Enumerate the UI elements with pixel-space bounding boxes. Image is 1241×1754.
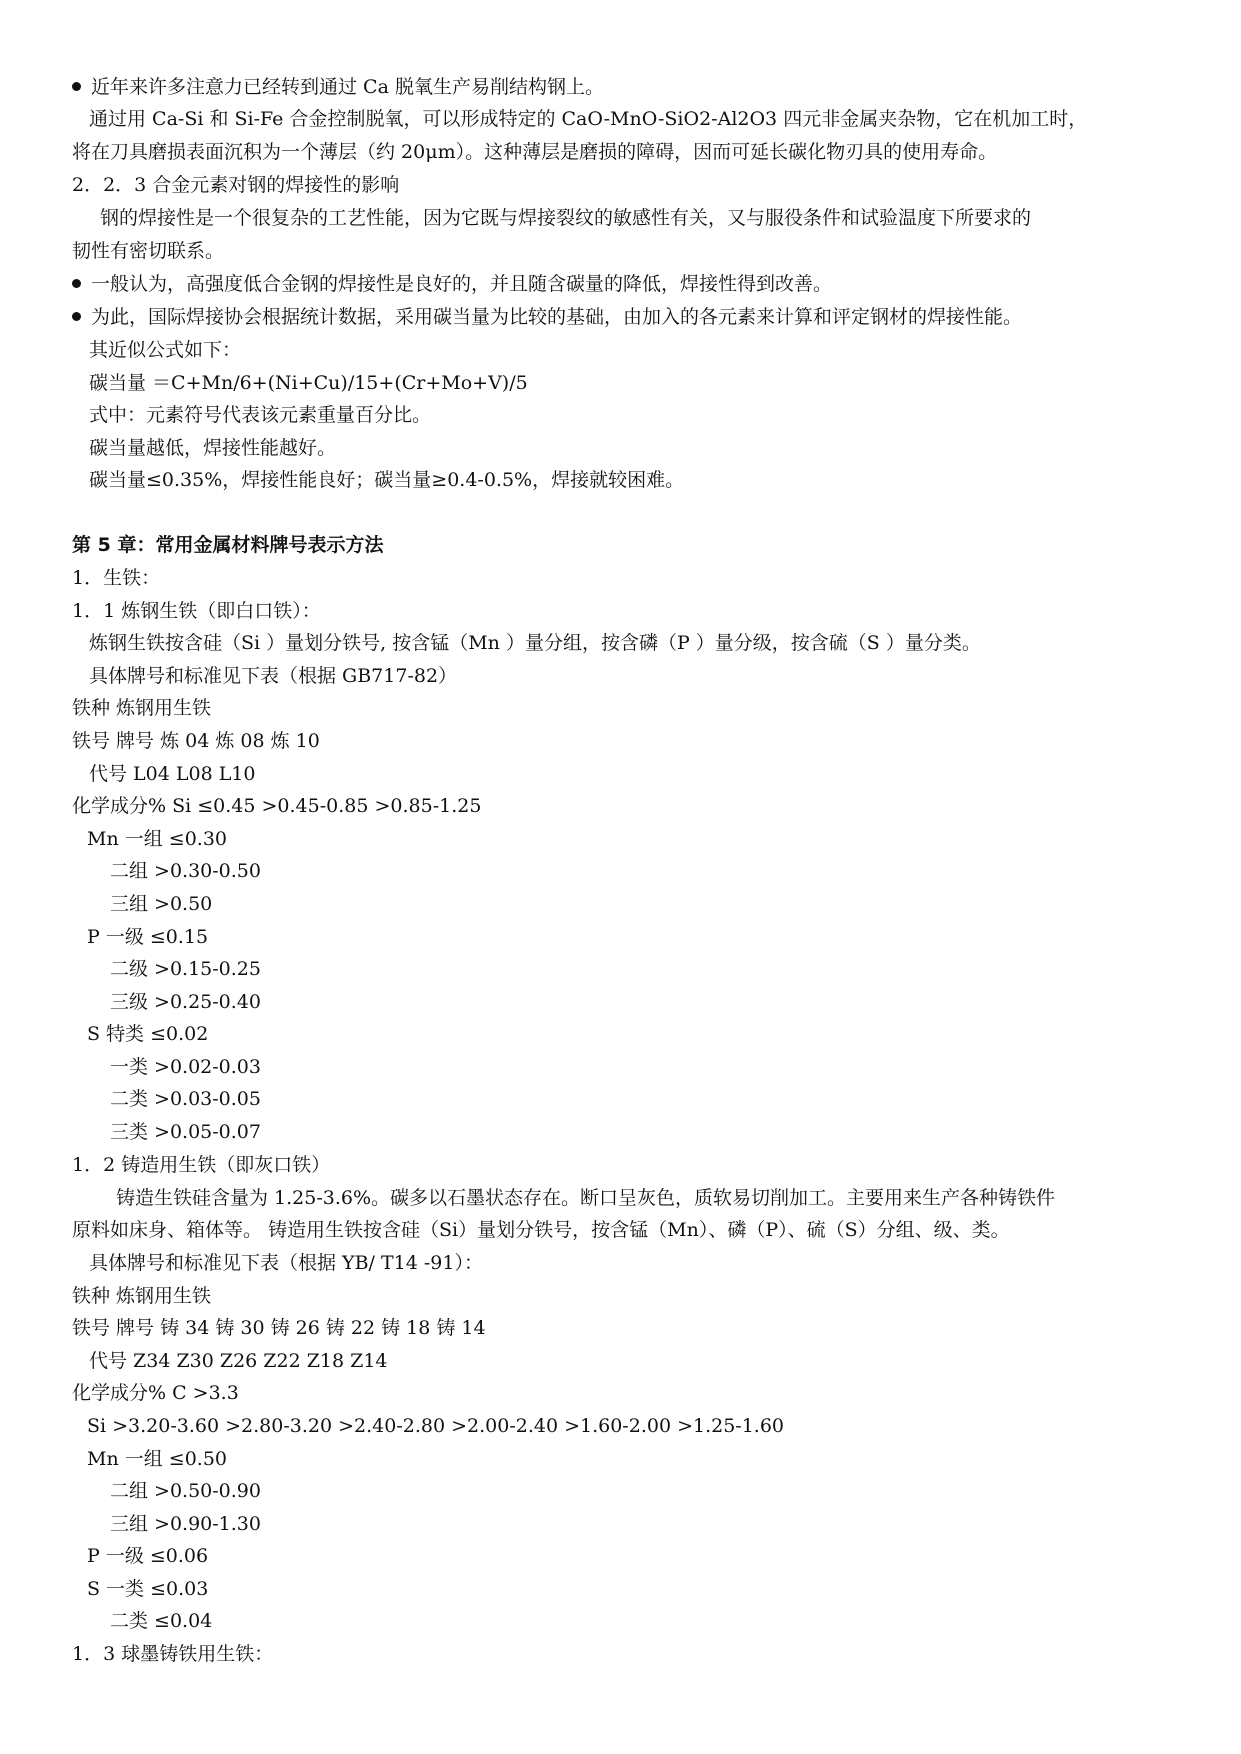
table-line: 二组 >0.50-0.90: [110, 1480, 261, 1502]
table-line: 二级 >0.15-0.25: [110, 958, 261, 980]
table-line: S 一类 ≤0.03: [87, 1578, 209, 1600]
table-line: 铁种 炼钢用生铁: [72, 697, 212, 719]
bullet-icon: [72, 312, 81, 321]
paragraph-line: 原料如床身、箱体等。 铸造用生铁按含硅（Si）量划分铁号，按含锰（Mn）、磷（P）、硫（S）分组、级、类。: [72, 1219, 1010, 1241]
bullet-icon: [72, 279, 81, 288]
table-line: 三类 >0.05-0.07: [110, 1121, 261, 1143]
paragraph-line: 将在刀具磨损表面沉积为一个薄层（约 20μm）。这种薄层是磨损的障碍，因而可延长碳化物刃具的使用寿命。: [72, 141, 998, 163]
paragraph-line: 具体牌号和标准见下表（根据 GB717-82）: [89, 665, 458, 687]
table-line: 三级 >0.25-0.40: [110, 991, 261, 1013]
table-line: 化学成分% C >3.3: [72, 1382, 239, 1404]
table-line: 三组 >0.90-1.30: [110, 1513, 261, 1535]
paragraph-line: 韧性有密切联系。: [72, 240, 225, 262]
bullet-paragraph: 一般认为，高强度低合金钢的焊接性是良好的，并且随含碳量的降低，焊接性得到改善。: [72, 271, 832, 297]
paragraph-line: 通过用 Ca-Si 和 Si-Fe 合金控制脱氧，可以形成特定的 CaO-MnO-SiO2-Al2O3 四元非金属夹杂物，它在机加工时，: [89, 108, 1088, 130]
table-line: P 一级 ≤0.15: [87, 926, 209, 948]
table-line: 代号 L04 L08 L10: [89, 763, 256, 785]
paragraph-line: 式中：元素符号代表该元素重量百分比。: [89, 404, 432, 426]
table-line: 二类 >0.03-0.05: [110, 1088, 261, 1110]
table-line: 一类 >0.02-0.03: [110, 1056, 261, 1078]
bullet-icon: [72, 82, 81, 91]
section-heading: 2．2．3 合金元素对钢的焊接性的影响: [72, 174, 400, 196]
table-line: 铁号 牌号 铸 34 铸 30 铸 26 铸 22 铸 18 铸 14: [72, 1317, 486, 1339]
section-heading: 1．3 球墨铸铁用生铁：: [72, 1643, 274, 1665]
table-line: 三组 >0.50: [110, 893, 213, 915]
bullet-paragraph: 为此，国际焊接协会根据统计数据，采用碳当量为比较的基础，由加入的各元素来计算和评定钢材的焊接性能。: [72, 304, 1022, 330]
table-line: 铁种 炼钢用生铁: [72, 1285, 212, 1307]
formula-line: 碳当量 ＝C+Mn/6+(Ni+Cu)/15+(Cr+Mo+V)/5: [89, 372, 528, 394]
paragraph-line: 具体牌号和标准见下表（根据 YB/ T14 -91）：: [89, 1252, 483, 1274]
paragraph-line: 炼钢生铁按含硅（Si ）量划分铁号, 按含锰（Mn ）量分组，按含磷（P ）量分级，按含硫（S ）量分类。: [89, 632, 981, 654]
section-heading: 1．生铁：: [72, 567, 161, 589]
paragraph-line: 碳当量≤0.35%，焊接性能良好；碳当量≥0.4-0.5%，焊接就较困难。: [89, 469, 685, 491]
table-line: Mn 一组 ≤0.30: [87, 828, 227, 850]
paragraph-line: 碳当量越低，焊接性能越好。: [89, 437, 337, 459]
table-line: S 特类 ≤0.02: [87, 1023, 209, 1045]
table-line: 代号 Z34 Z30 Z26 Z22 Z18 Z14: [89, 1350, 388, 1372]
table-line: Si >3.20-3.60 >2.80-3.20 >2.40-2.80 >2.00-2.40 >1.60-2.00 >1.25-1.60: [87, 1415, 785, 1437]
section-heading: 1．1 炼钢生铁（即白口铁）：: [72, 600, 321, 622]
table-line: 铁号 牌号 炼 04 炼 08 炼 10: [72, 730, 320, 752]
table-line: 二组 >0.30-0.50: [110, 860, 261, 882]
table-line: 二类 ≤0.04: [110, 1610, 213, 1632]
paragraph-line: 铸造生铁硅含量为 1.25-3.6%。碳多以石墨状态存在。断口呈灰色，质软易切削加工。主要用来生产各种铸铁件: [116, 1187, 1056, 1209]
table-line: Mn 一组 ≤0.50: [87, 1448, 227, 1470]
table-line: P 一级 ≤0.06: [87, 1545, 209, 1567]
paragraph-line: 钢的焊接性是一个很复杂的工艺性能，因为它既与焊接裂纹的敏感性有关，又与服役条件和试验温度下所要求的: [100, 207, 1032, 229]
section-heading: 1．2 铸造用生铁（即灰口铁）: [72, 1154, 331, 1176]
paragraph-line: 其近似公式如下：: [89, 339, 242, 361]
table-line: 化学成分% Si ≤0.45 >0.45-0.85 >0.85-1.25: [72, 795, 482, 817]
bullet-paragraph: 近年来许多注意力已经转到通过 Ca 脱氧生产易削结构钢上。: [72, 74, 604, 100]
chapter-heading: 第 5 章：常用金属材料牌号表示方法: [72, 534, 384, 556]
